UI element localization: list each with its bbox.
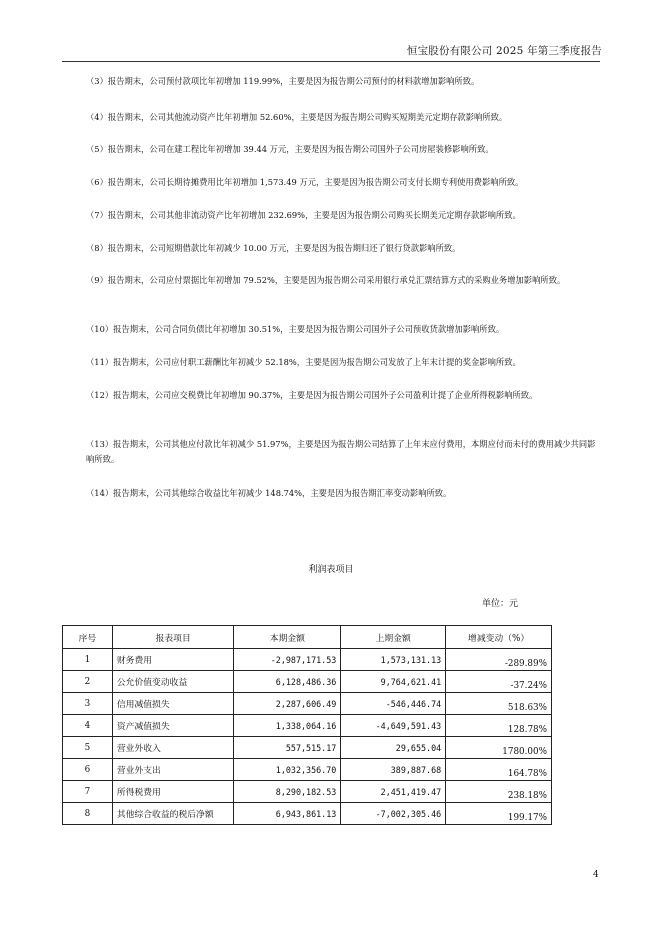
row-index: 5	[63, 737, 113, 759]
table-row	[63, 803, 552, 825]
row-item: 公允价值变动收益	[112, 671, 234, 693]
paragraph-7: （7）报告期末，公司其他非流动资产比年初增加 232.69%，主要是因为报告期公司购买长期美元定期存款影响所致。	[86, 210, 521, 220]
row-item: 其他综合收益的税后净额	[112, 803, 234, 825]
row-item: 所得税费用	[112, 781, 234, 803]
row-index: 8	[63, 803, 113, 825]
paragraph-6: （6）报告期末，公司长期待摊费用比年初增加 1,573.49 万元，主要是因为报告期公司支付长期专利使用费影响所致。	[86, 177, 524, 187]
header-item: 报表项目	[112, 626, 234, 649]
paragraph-11: （11）报告期末，公司应付职工薪酬比年初减少 52.18%，主要是因为报告期公司发放了上年末计提的奖金影响所致。	[86, 357, 521, 367]
header-divider	[62, 61, 600, 62]
row-prior-amount: 1,573,131.13	[341, 649, 446, 671]
row-index: 7	[63, 781, 113, 803]
row-index: 1	[63, 649, 113, 671]
paragraph-3: （3）报告期末，公司预付款项比年初增加 119.99%，主要是因为报告期公司预付的材料款增加影响所致。	[86, 76, 480, 86]
report-header-title: 恒宝股份有限公司 2025 年第三季度报告	[406, 45, 602, 57]
table-unit: 单位：元	[482, 599, 519, 609]
row-current-amount: 6,943,861.13	[234, 803, 341, 825]
row-prior-amount: 9,764,621.41	[341, 671, 446, 693]
paragraph-14: （14）报告期末，公司其他综合收益比年初减少 148.74%，主要是因为报告期汇率变动影响所致。	[86, 488, 452, 498]
paragraph-12: （12）报告期末，公司应交税费比年初增加 90.37%，主要是因为报告期公司国外子公司盈利计提了企业所得税影响所致。	[86, 390, 538, 400]
row-change-percent: 1780.00%	[446, 737, 552, 759]
row-prior-amount: 2,451,419.47	[341, 781, 446, 803]
table-row	[63, 671, 552, 693]
row-prior-amount: 29,655.04	[341, 737, 446, 759]
row-prior-amount: -4,649,591.43	[341, 715, 446, 737]
paragraph-9: （9）报告期末，公司应付票据比年初增加 79.52%，主要是因为报告期公司采用银行承兑汇票结算方式的采购业务增加影响所致。	[86, 275, 566, 285]
row-current-amount: 2,287,606.49	[234, 693, 341, 715]
row-current-amount: 1,338,064.16	[234, 715, 341, 737]
row-index: 6	[63, 759, 113, 781]
row-prior-amount: -546,446.74	[341, 693, 446, 715]
row-current-amount: -2,987,171.53	[234, 649, 341, 671]
page-number: 4	[593, 870, 599, 880]
paragraph-10: （10）报告期末，公司合同负债比年初增加 30.51%，主要是因为报告期公司国外子公司预收货款增加影响所致。	[86, 324, 505, 334]
table-row	[63, 759, 552, 781]
row-item: 营业外支出	[112, 759, 234, 781]
row-item: 信用减值损失	[112, 693, 234, 715]
table-row	[63, 781, 552, 803]
row-change-percent: 199.17%	[446, 803, 552, 825]
paragraph-13: （13）报告期末，公司其他应付款比年初减少 51.97%，主要是因为报告期公司结算了上年末应付费用，本期应付而未付的费用减少共同影响所致。	[86, 439, 596, 464]
row-change-percent: -289.89%	[446, 649, 552, 671]
header-current-amount: 本期金额	[234, 626, 341, 649]
header-change-percent: 增减变动（%）	[446, 626, 552, 649]
row-item: 营业外收入	[112, 737, 234, 759]
paragraph-5: （5）报告期末，公司在建工程比年初增加 39.44 万元，主要是因为报告期公司国外子公司房屋装修影响所致。	[86, 144, 494, 154]
header-prior-amount: 上期金额	[341, 626, 446, 649]
row-current-amount: 1,032,356.70	[234, 759, 341, 781]
paragraph-4: （4）报告期末，公司其他流动资产比年初增加 52.60%，主要是因为报告期公司购买短期美元定期存款影响所致。	[86, 112, 508, 122]
row-current-amount: 557,515.17	[234, 737, 341, 759]
table-row	[63, 693, 552, 715]
row-item: 资产减值损失	[112, 715, 234, 737]
table-row	[63, 649, 552, 671]
row-change-percent: 128.78%	[446, 715, 552, 737]
row-index: 3	[63, 693, 113, 715]
row-change-percent: 238.18%	[446, 781, 552, 803]
row-item: 财务费用	[112, 649, 234, 671]
row-change-percent: 518.63%	[446, 693, 552, 715]
row-prior-amount: -7,002,305.46	[341, 803, 446, 825]
row-current-amount: 8,290,182.53	[234, 781, 341, 803]
row-index: 2	[63, 671, 113, 693]
income-statement-table	[62, 625, 552, 825]
table-title: 利润表项目	[308, 565, 354, 575]
table-row	[63, 715, 552, 737]
table-header-row	[63, 626, 552, 649]
row-index: 4	[63, 715, 113, 737]
row-change-percent: -37.24%	[446, 671, 552, 693]
header-index: 序号	[63, 626, 113, 649]
row-change-percent: 164.78%	[446, 759, 552, 781]
row-current-amount: 6,128,486.36	[234, 671, 341, 693]
table-row	[63, 737, 552, 759]
paragraph-8: （8）报告期末，公司短期借款比年初减少 10.00 万元，主要是因为报告期归还了银行贷款影响所致。	[86, 243, 461, 253]
row-prior-amount: 389,887.68	[341, 759, 446, 781]
